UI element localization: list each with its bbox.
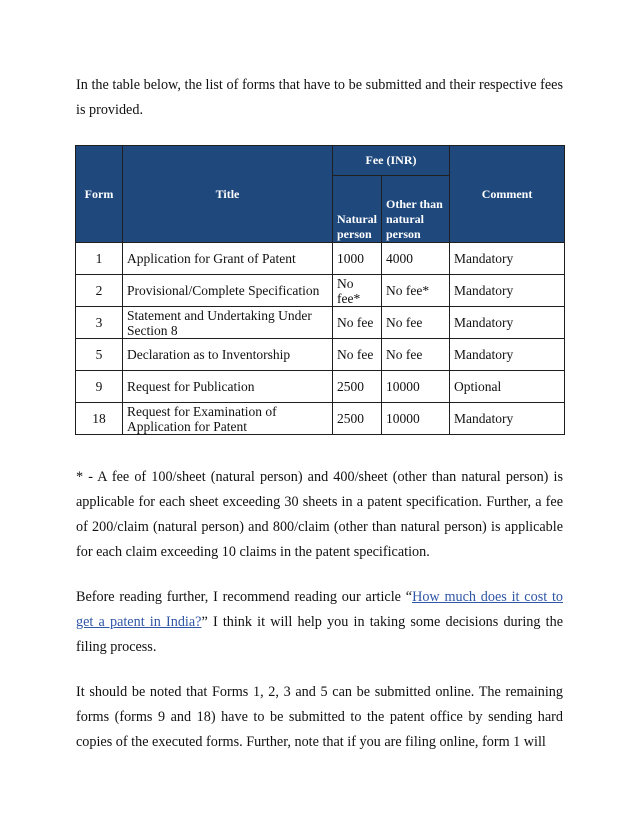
intro-paragraph: In the table below, the list of forms that have to be submitted and their respective fees is provided.	[76, 77, 563, 118]
cell-form: 9	[76, 371, 123, 403]
table-row	[76, 243, 565, 275]
header-title: Title	[123, 146, 333, 243]
table-header-row	[76, 146, 565, 176]
cell-comment: Mandatory	[450, 403, 565, 435]
cell-title: Provisional/Complete Specification	[123, 275, 333, 307]
cell-form: 1	[76, 243, 123, 275]
cell-title: Request for Publication	[123, 371, 333, 403]
cell-comment: Optional	[450, 371, 565, 403]
table-row	[76, 403, 565, 435]
table-row	[76, 371, 565, 403]
cell-comment: Mandatory	[450, 243, 565, 275]
cell-title: Request for Examination of Application for Patent	[123, 403, 333, 435]
cell-other-fee: No fee*	[382, 275, 450, 307]
cell-other-fee: 10000	[382, 371, 450, 403]
cell-comment: Mandatory	[450, 307, 565, 339]
table-row	[76, 307, 565, 339]
cell-natural-fee: 1000	[333, 243, 382, 275]
cell-title: Declaration as to Inventorship	[123, 339, 333, 371]
table-row	[76, 275, 565, 307]
cell-natural-fee: No fee*	[333, 275, 382, 307]
cell-other-fee: No fee	[382, 307, 450, 339]
header-fee-group: Fee (INR)	[333, 146, 450, 176]
header-other-than-natural-person: Other than natural person	[382, 176, 450, 243]
recommendation-text-after: ” I think it will help you in taking some decisions during the filing process.	[76, 614, 563, 655]
header-comment: Comment	[450, 146, 565, 243]
cell-other-fee: No fee	[382, 339, 450, 371]
cell-form: 5	[76, 339, 123, 371]
cell-other-fee: 10000	[382, 403, 450, 435]
recommendation-text-before: Before reading further, I recommend reading our article “	[76, 589, 413, 605]
cell-form: 18	[76, 403, 123, 435]
cell-natural-fee: No fee	[333, 307, 382, 339]
article-link[interactable]: How much does it cost to get a patent in India?	[76, 589, 564, 630]
cell-natural-fee: No fee	[333, 339, 382, 371]
cell-comment: Mandatory	[450, 339, 565, 371]
cell-form: 2	[76, 275, 123, 307]
cell-comment: Mandatory	[450, 275, 565, 307]
cell-other-fee: 4000	[382, 243, 450, 275]
cell-natural-fee: 2500	[333, 371, 382, 403]
header-form: Form	[76, 146, 123, 243]
recommendation-paragraph	[76, 585, 563, 660]
header-natural-person: Natural person	[333, 176, 382, 243]
cell-title: Application for Grant of Patent	[123, 243, 333, 275]
cell-natural-fee: 2500	[333, 403, 382, 435]
forms-fee-table	[75, 145, 565, 435]
cell-title: Statement and Undertaking Under Section 8	[123, 307, 333, 339]
table-row	[76, 339, 565, 371]
fee-footnote: * - A fee of 100/sheet (natural person) and 400/sheet (other than natural person) is applicable for each sheet exceeding 30 sheets in a patent specification. Further, a fee of 200/claim (natural person) and 800/claim (other than natural person) is applicable for each claim exceeding 10 claims in the patent specification.	[76, 469, 563, 560]
cell-form: 3	[76, 307, 123, 339]
online-filing-paragraph: It should be noted that Forms 1, 2, 3 and 5 can be submitted online. The remaining forms (forms 9 and 18) have to be submitted to the patent office by sending hard copies of the executed forms. Further, note that if you are filing online, form 1 will	[76, 684, 563, 750]
